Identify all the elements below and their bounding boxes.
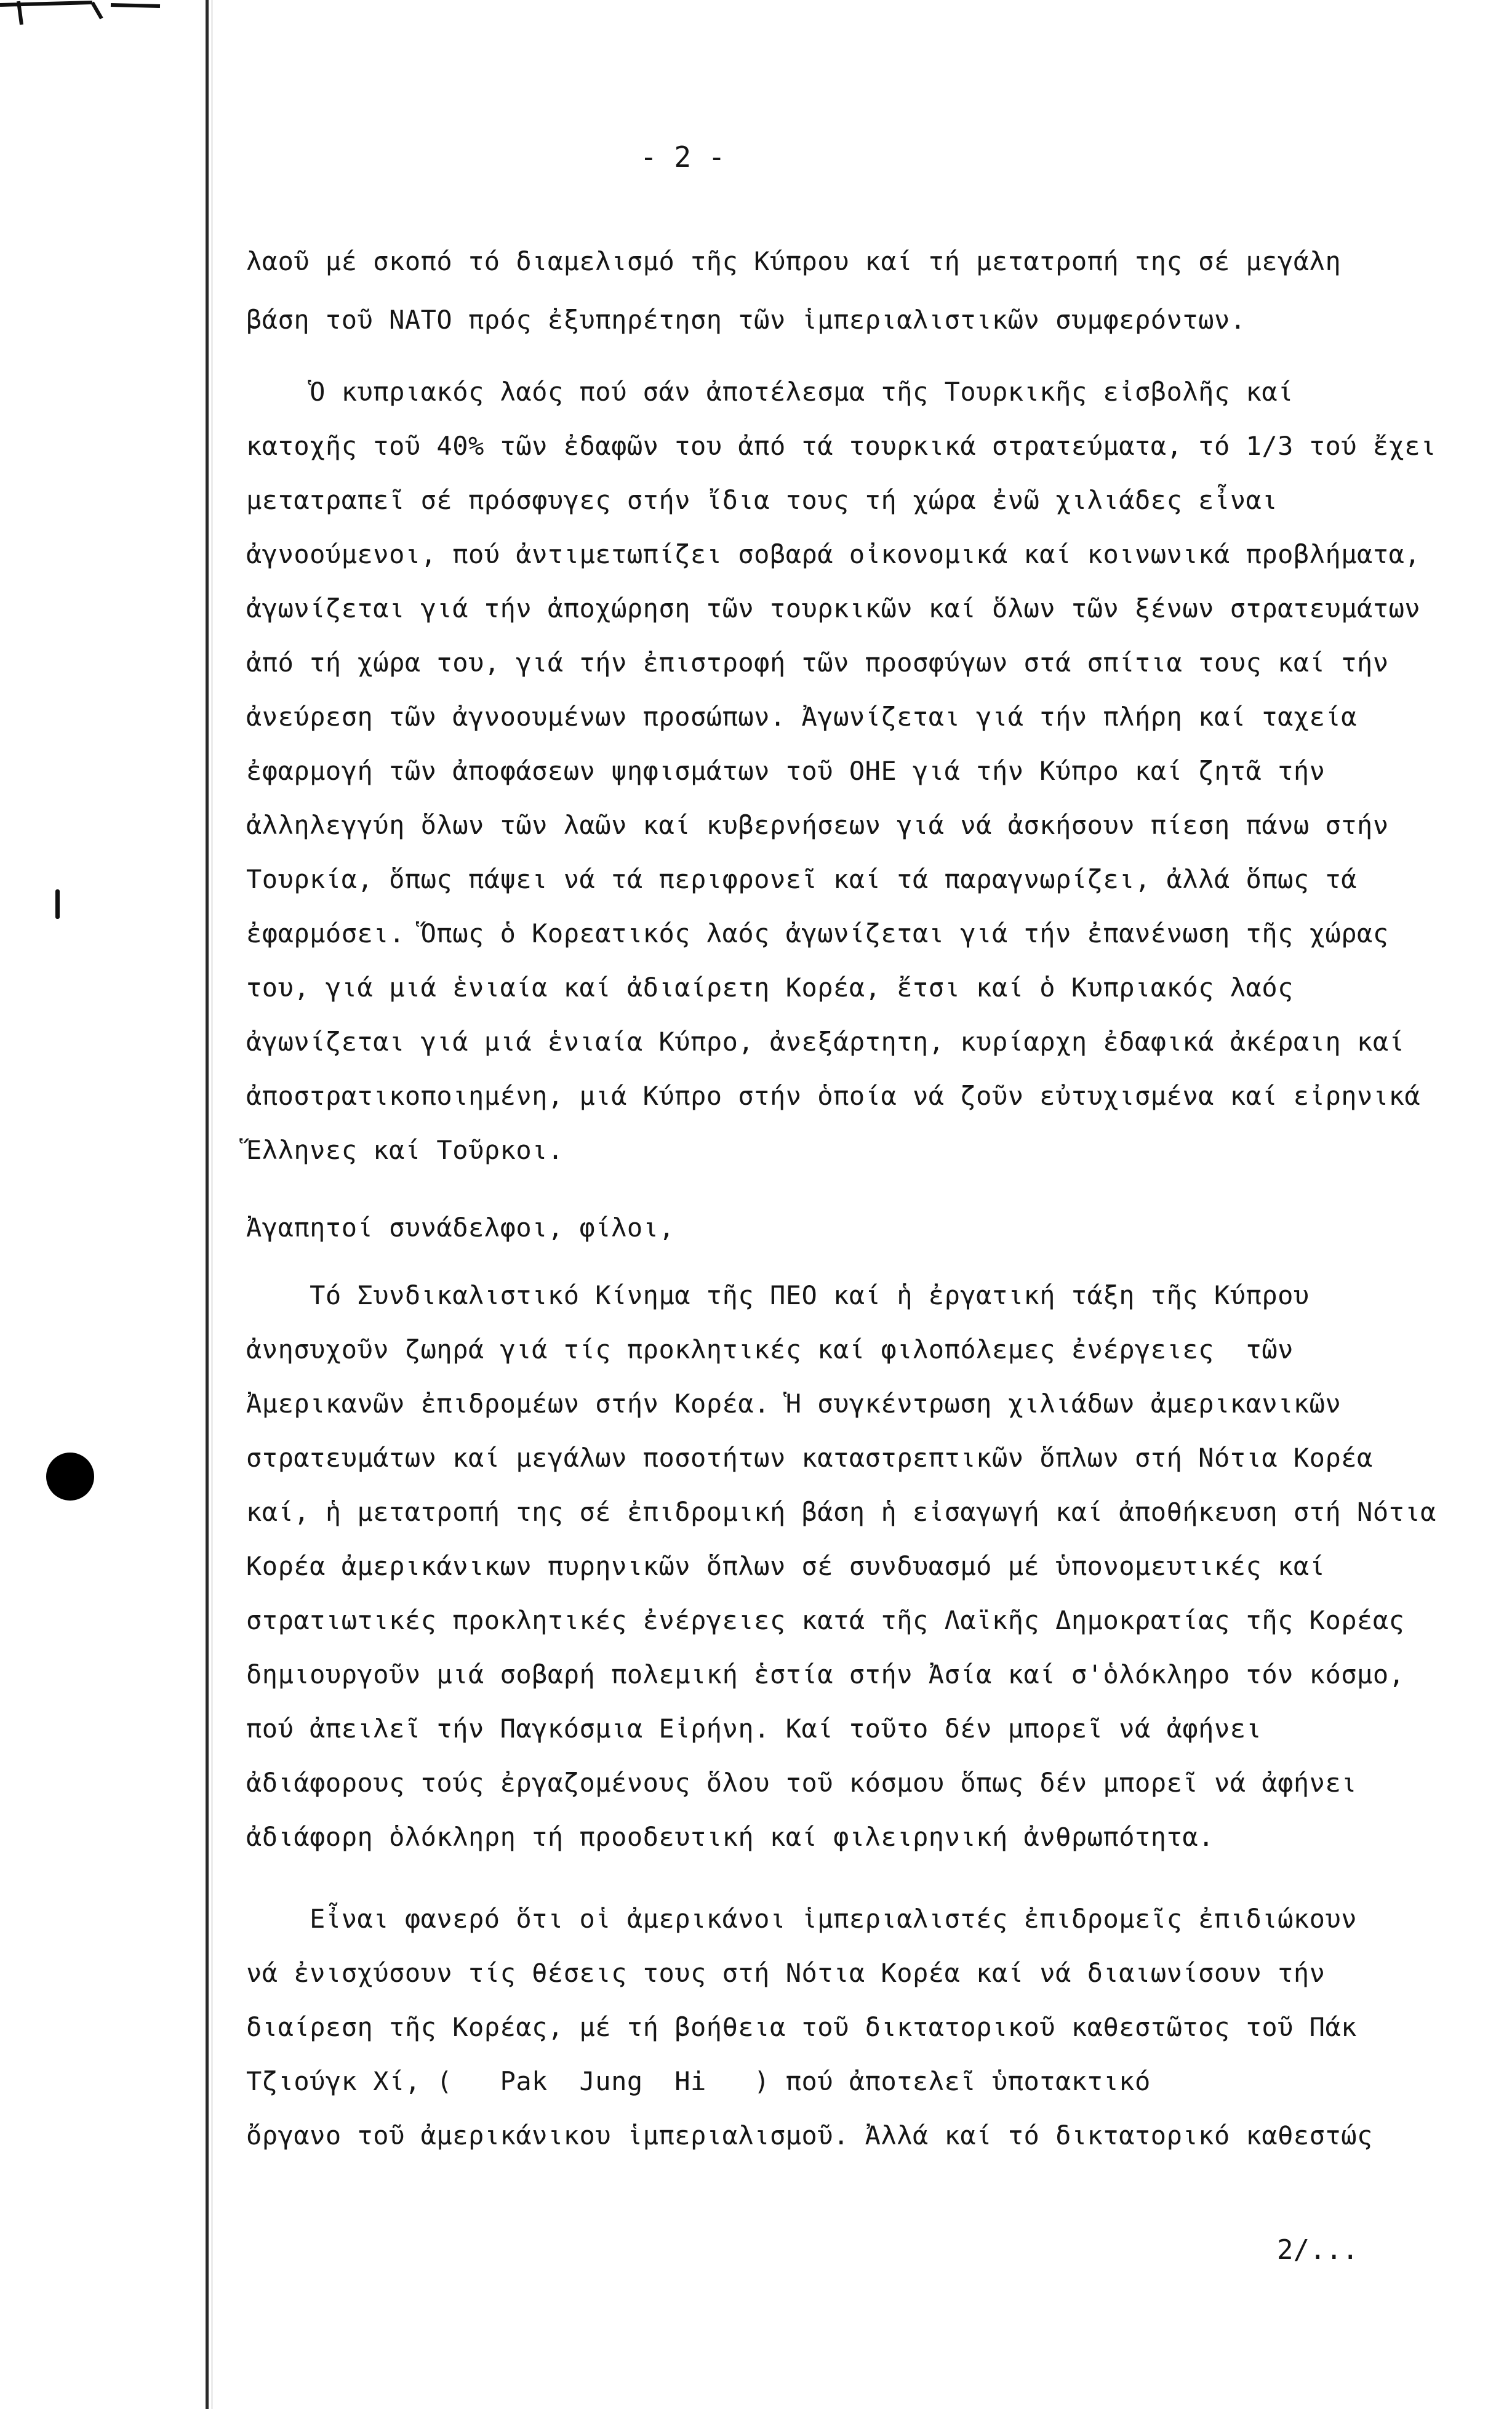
salutation: Ἀγαπητοί συνάδελφοι, φίλοι,	[246, 1213, 675, 1243]
punch-hole	[46, 1453, 94, 1501]
text-line: Κορέα ἀμερικάνικων πυρηνικῶν ὅπλων σέ συνδυασμό μέ ὑπονομευτικές καί	[246, 1551, 1326, 1581]
text-line: Τουρκία, ὅπως πάψει νά τά περιφρονεῖ καί τά παραγνωρίζει, ἀλλά ὅπως τά	[246, 864, 1358, 894]
text-line: δημιουργοῦν μιά σοβαρή πολεμική ἑστία στήν Ἀσία καί σ'ὁλόκληρο τόν κόσμο,	[246, 1659, 1405, 1690]
text-line: του, γιά μιά ἑνιαία καί ἀδιαίρετη Κορέα, ἔτσι καί ὁ Κυπριακός λαός	[246, 972, 1294, 1003]
text-line: ἀδιάφορη ὁλόκληρη τή προοδευτική καί φιλειρηνική ἀνθρωπότητα.	[246, 1822, 1214, 1852]
text-line: Τζιούγκ Χί, ( Pak Jung Hi ) πού ἀποτελεῖ ὑποτακτικό	[246, 2066, 1151, 2096]
text-line: ὄργανο τοῦ ἀμερικάνικου ἱμπεριαλισμοῦ. Ἀλλά καί τό δικτατορικό καθεστώς	[246, 2120, 1373, 2150]
text-line: ἀγνοούμενοι, πού ἀντιμετωπίζει σοβαρά οἰκονομικά καί κοινωνικά προβλήματα,	[246, 539, 1421, 569]
text-line: ἐφαρμογή τῶν ἀποφάσεων ψηφισμάτων τοῦ ΟΗΕ γιά τήν Κύπρο καί ζητᾶ τήν	[246, 756, 1326, 786]
text-line: Τό Συνδικαλιστικό Κίνημα τῆς ΠΕΟ καί ἡ ἐργατική τάξη τῆς Κύπρου	[246, 1280, 1310, 1310]
text-line: διαίρεση τῆς Κορέας, μέ τή βοήθεια τοῦ δικτατορικοῦ καθεστῶτος τοῦ Πάκ	[246, 2012, 1358, 2042]
text-line: ἀλληλεγγύη ὅλων τῶν λαῶν καί κυβερνήσεων γιά νά ἀσκήσουν πίεση πάνω στήν	[246, 810, 1389, 840]
text-line: στρατιωτικές προκλητικές ἐνέργειες κατά τῆς Λαϊκῆς Δημοκρατίας τῆς Κορέας	[246, 1605, 1405, 1635]
text-line: βάση τοῦ ΝΑΤΟ πρός ἐξυπηρέτηση τῶν ἱμπεριαλιστικῶν συμφερόντων.	[246, 305, 1246, 335]
page-number: - 2 -	[640, 140, 726, 174]
text-line: Ἀμερικανῶν ἐπιδρομέων στήν Κορέα. Ἡ συγκέντρωση χιλιάδων ἀμερικανικῶν	[246, 1389, 1342, 1419]
page-continuation: 2/...	[1277, 2234, 1359, 2266]
text-line: Ὁ κυπριακός λαός πού σάν ἀποτέλεσμα τῆς Τουρκικῆς εἰσβολῆς καί	[246, 377, 1294, 407]
text-line: ἐφαρμόσει. Ὅπως ὁ Κορεατικός λαός ἀγωνίζεται γιά τήν ἐπανένωση τῆς χώρας	[246, 918, 1389, 948]
corner-mark	[0, 0, 185, 37]
text-line: μετατραπεῖ σέ πρόσφυγες στήν ἴδια τους τή χώρα ἐνῶ χιλιάδες εἶναι	[246, 485, 1278, 515]
text-line: κατοχῆς τοῦ 40% τῶν ἐδαφῶν του ἀπό τά τουρκικά στρατεύματα, τό 1/3 τού ἔχει	[246, 431, 1436, 461]
text-line: ἀγωνίζεται γιά μιά ἑνιαία Κύπρο, ἀνεξάρτητη, κυρίαρχη ἐδαφικά ἀκέραιη καί	[246, 1027, 1405, 1057]
text-line: ἀγωνίζεται γιά τήν ἀποχώρηση τῶν τουρκικῶν καί ὅλων τῶν ξένων στρατευμάτων	[246, 593, 1421, 623]
text-line: στρατευμάτων καί μεγάλων ποσοτήτων καταστρεπτικῶν ὅπλων στή Νότια Κορέα	[246, 1443, 1373, 1473]
text-line: ἀνεύρεση τῶν ἀγνοουμένων προσώπων. Ἀγωνίζεται γιά τήν πλήρη καί ταχεία	[246, 702, 1358, 732]
margin-tick	[55, 889, 60, 919]
text-line: καί, ἡ μετατροπή της σέ ἐπιδρομική βάση ἡ εἰσαγωγή καί ἀποθήκευση στή Νότια	[246, 1497, 1436, 1527]
text-line: ἀποστρατικοποιημένη, μιά Κύπρο στήν ὁποία νά ζοῦν εὐτυχισμένα καί εἰρηνικά	[246, 1081, 1421, 1111]
text-line: ἀδιάφορους τούς ἐργαζομένους ὅλου τοῦ κόσμου ὅπως δέν μπορεῖ νά ἀφήνει	[246, 1768, 1358, 1798]
text-line: νά ἐνισχύσουν τίς θέσεις τους στή Νότια Κορέα καί νά διαιωνίσουν τήν	[246, 1958, 1326, 1988]
text-line: Ἕλληνες καί Τοῦρκοι.	[246, 1135, 564, 1165]
text-line: Εἶναι φανερό ὅτι οἱ ἀμερικάνοι ἱμπεριαλιστές ἐπιδρομεῖς ἐπιδιώκουν	[246, 1904, 1358, 1934]
text-line: ἀπό τή χώρα του, γιά τήν ἐπιστροφή τῶν προσφύγων στά σπίτια τους καί τήν	[246, 647, 1389, 678]
text-line: λαοῦ μέ σκοπό τό διαμελισμό τῆς Κύπρου καί τή μετατροπή της σέ μεγάλη	[246, 246, 1342, 276]
margin-line	[206, 0, 209, 2409]
text-line: ἀνησυχοῦν ζωηρά γιά τίς προκλητικές καί φιλοπόλεμες ἐνέργειες τῶν	[246, 1334, 1294, 1365]
text-line: πού ἀπειλεῖ τήν Παγκόσμια Εἰρήνη. Καί τοῦτο δέν μπορεῖ νά ἀφήνει	[246, 1714, 1262, 1744]
